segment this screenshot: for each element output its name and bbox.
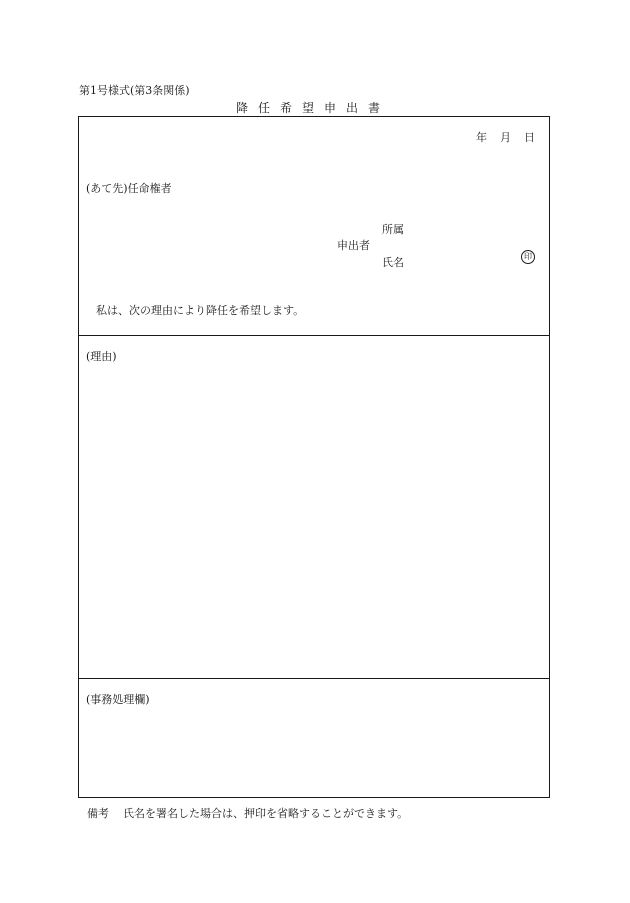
document-title: 降任希望申出書 bbox=[236, 101, 391, 115]
seal-mark-icon: 印 bbox=[521, 250, 535, 264]
name-label: 氏名 bbox=[382, 256, 404, 269]
statement-text: 私は、次の理由により降任を希望します。 bbox=[96, 304, 305, 317]
day-label: 日 bbox=[524, 131, 535, 144]
remarks-note bbox=[87, 805, 408, 821]
remarks-label: 備考 bbox=[87, 807, 109, 820]
year-label: 年 bbox=[476, 131, 487, 144]
section-divider-bottom bbox=[78, 678, 550, 679]
applicant-label: 申出者 bbox=[337, 239, 370, 252]
affiliation-label: 所属 bbox=[382, 223, 404, 236]
date-field[interactable] bbox=[476, 129, 535, 145]
reason-section-label: (理由) bbox=[86, 350, 117, 363]
remarks-text: 氏名を署名した場合は、押印を省略することができます。 bbox=[123, 807, 409, 820]
addressee-label: (あて先)任命権者 bbox=[86, 182, 172, 195]
form-number: 第1号様式(第3条関係) bbox=[79, 84, 190, 97]
section-divider-top bbox=[78, 335, 550, 336]
month-label: 月 bbox=[500, 131, 511, 144]
office-use-section-label: (事務処理欄) bbox=[86, 693, 150, 706]
